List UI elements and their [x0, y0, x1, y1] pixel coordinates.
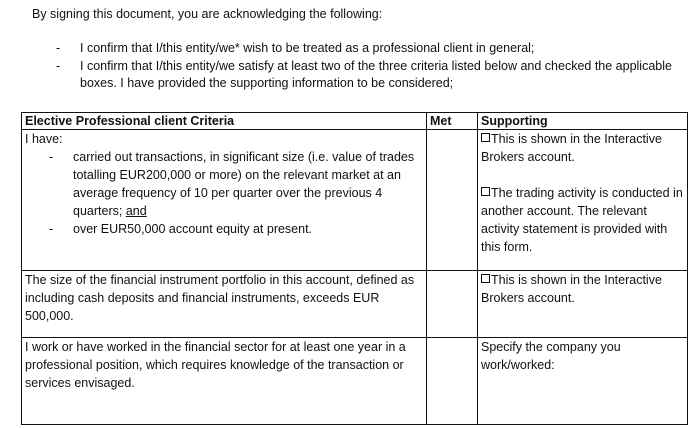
table-row — [22, 338, 688, 425]
criteria-column-header: Elective Professional client Criteria — [22, 113, 427, 130]
checkbox-icon[interactable] — [481, 187, 490, 196]
supporting-cell — [478, 130, 688, 271]
criteria-item-text: over EUR50,000 account equity at present. — [73, 222, 313, 236]
supporting-cell[interactable]: Specify the company you work/worked: — [478, 338, 688, 425]
acknowledgement-text: I confirm that I/this entity/we satisfy at least two of the three criteria listed below and checked the applicable boxes. I have provided the supporting information to be considered; — [80, 58, 672, 90]
intro-text: By signing this document, you are acknowledging the following: — [32, 7, 383, 21]
dash-bullet: - — [49, 150, 54, 164]
dash-bullet: - — [49, 222, 54, 236]
and-conjunction: and — [125, 204, 147, 218]
supporting-option-text: This is shown in the Interactive Brokers account. — [481, 132, 662, 164]
dash-bullet: - — [56, 58, 61, 73]
acknowledgement-text: I confirm that I/this entity/we* wish to be treated as a professional client in general; — [80, 41, 535, 55]
supporting-option — [481, 130, 684, 166]
met-column-header: Met — [427, 113, 478, 130]
table-row — [22, 130, 688, 271]
supporting-option — [481, 271, 684, 307]
supporting-option — [481, 184, 684, 256]
checkbox-icon[interactable] — [481, 133, 490, 142]
criteria-table — [21, 112, 688, 425]
criteria-cell — [22, 130, 427, 271]
criteria-cell: I work or have worked in the financial sector for at least one year in a professional position, which requires knowledge of the transaction or services envisaged. — [22, 338, 427, 425]
acknowledgement-list — [56, 40, 676, 93]
table-header-row — [22, 113, 688, 130]
criteria-list-item — [25, 220, 423, 238]
criteria-list — [25, 148, 423, 238]
acknowledgement-item — [56, 58, 676, 93]
supporting-column-header: Supporting — [478, 113, 688, 130]
supporting-cell — [478, 271, 688, 338]
met-cell[interactable] — [427, 338, 478, 425]
supporting-option-text: This is shown in the Interactive Brokers account. — [481, 273, 662, 305]
met-cell[interactable] — [427, 271, 478, 338]
supporting-option-text: The trading activity is conducted in another account. The relevant activity statement is provided with this form. — [481, 186, 683, 254]
checkbox-icon[interactable] — [481, 274, 490, 283]
met-cell[interactable] — [427, 130, 478, 271]
criteria-intro: I have: — [25, 132, 63, 146]
criteria-cell: The size of the financial instrument portfolio in this account, defined as including cash deposits and financial instruments, exceeds EUR 500,000. — [22, 271, 427, 338]
acknowledgement-item — [56, 40, 676, 58]
table-row — [22, 271, 688, 338]
criteria-list-item — [25, 148, 423, 220]
dash-bullet: - — [56, 41, 61, 55]
criteria-item-text: carried out transactions, in significant size (i.e. value of trades totalling EUR200,000 or more) on the relevant market at an average frequency of 10 per quarter over the previous 4 quarters; — [73, 150, 415, 218]
